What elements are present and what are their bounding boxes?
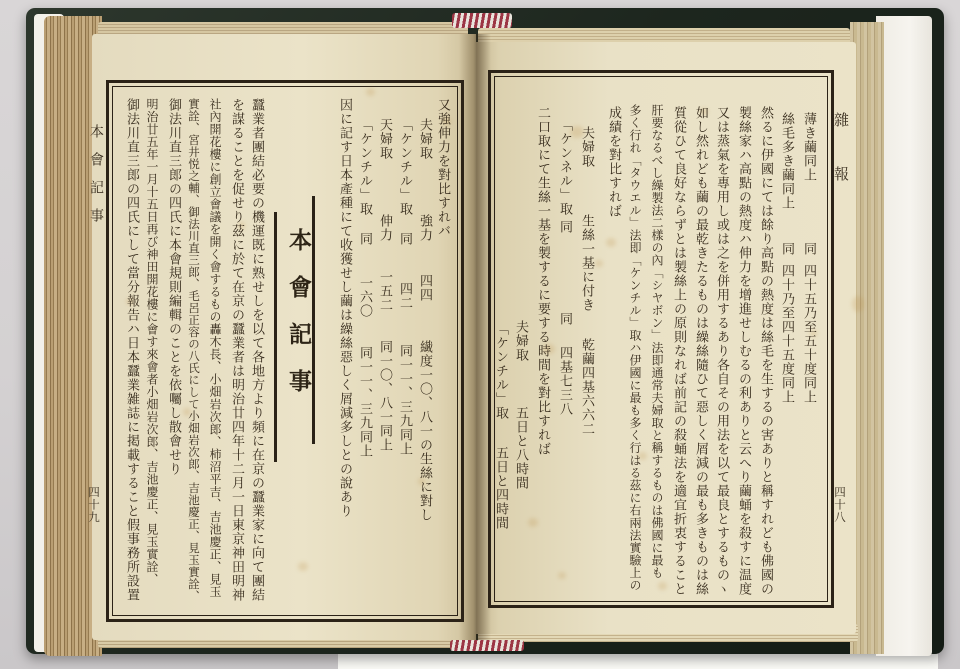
glyph-run: を謀ることを促せり茲に於て在京の蠶業者は明治廿四年十二月一日東京神田明神 [229, 98, 244, 602]
glyph-run: 生絲一基に付き [579, 214, 594, 312]
glyph-run: 四十五乃至五十度同上 [801, 264, 816, 404]
glyph-run: 同 [397, 232, 412, 246]
text-column [142, 98, 162, 586]
glyph-run: 同一一、三九同上 [357, 346, 372, 458]
glyph-run: 質從ひて良好ならずとは製絲上の原則なれば前記の殺蛹法を適宜折衷すること [671, 106, 686, 596]
glyph-run: 夫婦取 [579, 126, 594, 168]
glyph-run: 強力 [417, 214, 432, 242]
spacer [424, 242, 425, 274]
glyph-run: 實詮、宮井悦之輔、御法川直三郎、毛呂正容の八氏にして小畑岩次郎、吉池慶正、見玉實詮、 [187, 98, 201, 602]
spacer [96, 139, 97, 152]
text-column [798, 112, 818, 404]
glyph-run: 同 [779, 242, 794, 256]
text-column [554, 106, 574, 416]
glyph-run: 一六〇 [357, 276, 372, 318]
glyph-run: 事 [88, 208, 104, 223]
glyph-run: 薄き繭同上 [801, 112, 816, 182]
glyph-run: 四四 [417, 274, 432, 302]
glyph-run: 明治廿五年一月十五日再び神田開花樓に會す來會者小畑岩次郎、吉池慶正、見玉實詮、 [145, 98, 159, 586]
glyph-run: 二口取にて生絲一基を製するに要する時間を對比すれば [535, 106, 550, 456]
glyph-run: 社內開花樓に創立會議を開く會するもの轟木長、小畑岩次郎、柿沼平吉、吉池慶正、見玉 [208, 98, 222, 598]
spacer [364, 216, 365, 232]
spacer [586, 106, 587, 126]
spacer [384, 98, 385, 118]
spacer [500, 420, 501, 446]
text-column [532, 106, 552, 456]
glyph-run: 多く行れ「タウエル」法即「ケンチル」取ハ伊國に最も多く行はる茲に右兩法實驗上の [628, 104, 642, 592]
glyph-run: 如し然れども繭の最乾きたるものは繰絲隨ひて惡しく屑減の最も多きものは絲 [693, 106, 708, 596]
running-title [88, 124, 104, 223]
glyph-run: 報 [832, 166, 850, 182]
text-column [354, 98, 374, 458]
spacer [786, 256, 787, 264]
glyph-run: 乾繭四基六六二 [579, 338, 594, 436]
text-column [374, 98, 394, 452]
spacer [364, 246, 365, 276]
spacer [586, 312, 587, 338]
glyph-run: 四十八 [833, 486, 847, 524]
spacer [96, 195, 97, 208]
text-column [432, 98, 452, 238]
text-column [625, 104, 645, 592]
glyph-run: 同 [357, 232, 372, 246]
glyph-run: 五日と八時間 [513, 406, 528, 490]
glyph-run: 雜 [832, 112, 850, 128]
glyph-run: 記 [88, 180, 104, 195]
spacer [384, 312, 385, 340]
glyph-run: 「ケンチル」取 [357, 118, 372, 216]
spacer [808, 182, 809, 242]
spacer [364, 98, 365, 118]
text-column [603, 106, 623, 218]
spacer [384, 160, 385, 214]
text-column [711, 106, 731, 596]
spacer [384, 242, 385, 270]
spacer [841, 128, 842, 166]
text-column [690, 106, 710, 596]
glyph-run: 本會記事 [285, 228, 312, 416]
spacer [520, 106, 521, 320]
text-column [755, 106, 775, 596]
spacer [564, 326, 565, 346]
glyph-run: 本 [88, 124, 104, 139]
spacer [564, 106, 565, 118]
text-column [576, 106, 596, 436]
text-column [205, 98, 225, 598]
glyph-run: 天婦取 [377, 118, 392, 160]
section-heading [284, 228, 312, 416]
glyph-run: 製絲家ハ高點の熱度ハ伸力を增進せしむるの利ありと云へり繭蛹を殺すに温度 [736, 106, 751, 596]
glyph-run: 「ケンネル」取 [557, 118, 572, 216]
spacer [500, 106, 501, 322]
spacer [564, 234, 565, 312]
spacer [424, 98, 425, 118]
text-column [184, 98, 204, 602]
page-number [832, 486, 847, 524]
glyph-run: 四十乃至四十五度同上 [779, 264, 794, 404]
text-column [490, 106, 510, 530]
glyph-run: 會 [88, 152, 104, 167]
glyph-run: 夫婦取 [417, 118, 432, 160]
text-column [334, 98, 354, 518]
glyph-run: 御法川直三郎の四氏に本會規則編輯のことを依囑し散會せり [166, 98, 181, 476]
spacer [364, 318, 365, 346]
glyph-run: 肝要なるべし繰製法二樣の內「シヤボン」法即通常夫婦取と稱するものは佛國に最も [650, 104, 664, 579]
glyph-run: 然るに伊國にては餘り高點の熱度は絲毛を生するの害ありと稱すれども佛國の [758, 106, 773, 596]
spacer [808, 256, 809, 264]
spacer [520, 362, 521, 406]
glyph-run: 蠶業者團結必要の機運既に熟せしを以て各地方より頻に在京の蠶業家に向て團結 [249, 98, 264, 602]
text-column [163, 98, 183, 476]
glyph-run: 同 [801, 242, 816, 256]
glyph-run: 四十九 [87, 486, 101, 524]
glyph-run: 成績を對比すれば [606, 106, 621, 218]
spacer [586, 168, 587, 214]
glyph-run: 絲毛多き繭同上 [779, 112, 794, 210]
text-column [668, 106, 688, 596]
text-column [510, 106, 530, 490]
spacer [404, 310, 405, 344]
glyph-run: 四基七三八 [557, 346, 572, 416]
glyph-run: 五日と四時間 [493, 446, 508, 530]
glyph-run: 「ケンチル」取 [493, 322, 508, 420]
text-column [226, 98, 246, 602]
glyph-run: 夫婦取 [513, 320, 528, 362]
spacer [424, 160, 425, 214]
glyph-run: 四二 [397, 282, 412, 310]
spacer [404, 246, 405, 282]
spacer [404, 216, 405, 232]
text-column [776, 112, 796, 404]
glyph-run: 又強伸力を對比すれバ [435, 98, 450, 238]
page-number [86, 486, 101, 524]
spacer [96, 167, 97, 180]
glyph-run: 「ケンチル」取 [397, 118, 412, 216]
spacer [404, 98, 405, 118]
text-column [647, 104, 667, 579]
spacer [424, 302, 425, 340]
glyph-run: 又は蒸氣を專用し或は之を併用するあり各自その用法を以て最良とするものヽ [714, 106, 729, 596]
text-column [246, 98, 266, 602]
glyph-run: 因に記す日本產種にて收獲せし繭は繰絲惡しく屑減多しとの說あり [337, 98, 352, 518]
text-column [733, 106, 753, 596]
glyph-run: 御法川直三郎の四氏にして當分報告ハ日本蠶業雑誌に掲載すること假事務所設置 [124, 98, 139, 602]
glyph-run: 繊度一〇、八一の生絲に對し [417, 340, 432, 522]
glyph-run: 一五二 [377, 270, 392, 312]
glyph-run: 同一〇、八一同上 [377, 340, 392, 452]
text-column [121, 98, 141, 602]
glyph-run: 同 [557, 312, 572, 326]
glyph-run: 同 [557, 220, 572, 234]
spacer [786, 210, 787, 242]
text-column [414, 98, 434, 522]
text-column [394, 98, 414, 456]
glyph-run: 伸力 [377, 214, 392, 242]
running-title [832, 112, 849, 182]
glyph-run: 同一一、三九同上 [397, 344, 412, 456]
